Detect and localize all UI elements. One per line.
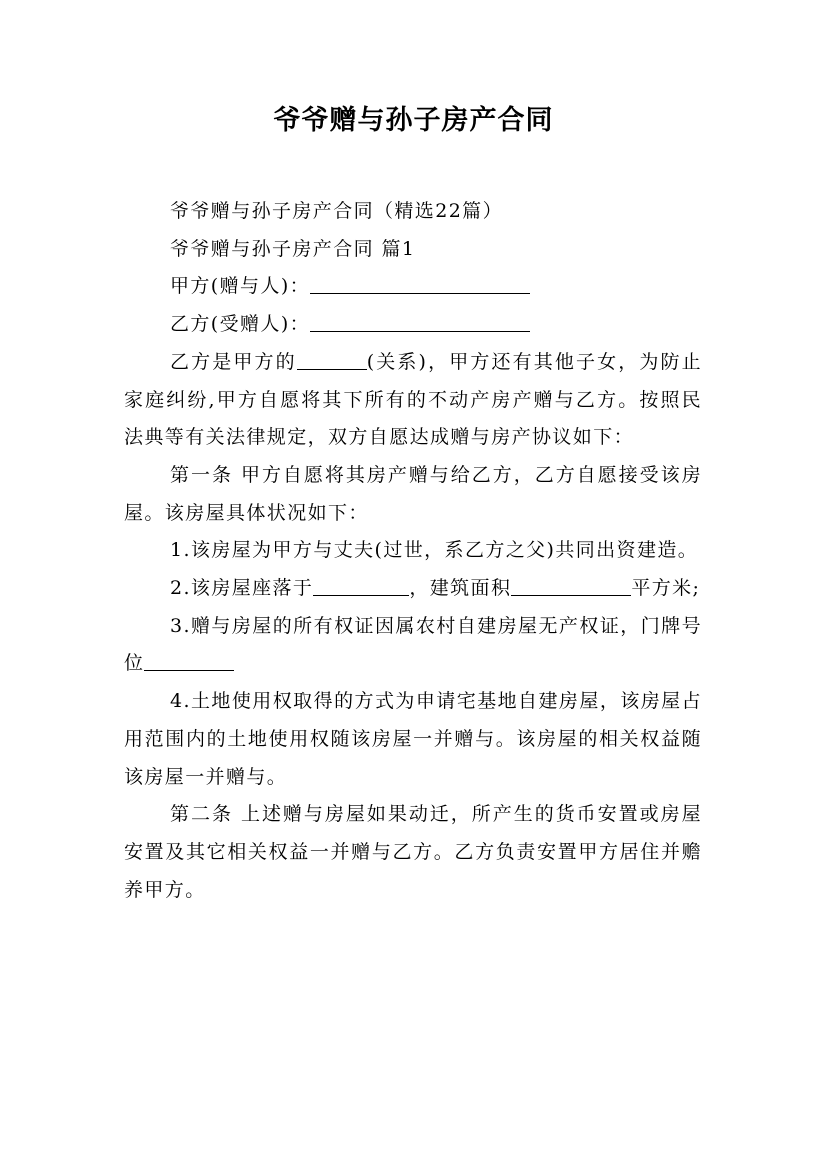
clause-2 [124, 570, 702, 608]
clause-3 [124, 608, 702, 683]
intro-text-start: 乙方是甲方的 [170, 350, 297, 373]
intro-text-end: (关系)，甲方还有其他子女，为防止家庭纠纷,甲方自愿将其下所有的不动产房产赠与乙方。按照民法典等有关法律规定，双方自愿达成赠与房产协议如下： [124, 350, 702, 449]
clause-1: 1.该房屋为甲方与丈夫(过世，系乙方之父)共同出资建造。 [170, 539, 699, 562]
article-2: 第二条 上述赠与房屋如果动迁，所产生的货币安置或房屋安置及其它相关权益一并赠与乙方。乙方负责安置甲方居住并赡养甲方。 [124, 803, 702, 901]
party-a-blank [310, 271, 530, 294]
clause-2-text-b: ，建筑面积 [409, 577, 512, 600]
clause-2-text-c: 平方米; [631, 577, 701, 600]
party-b-line [124, 306, 702, 344]
relation-blank [297, 347, 367, 370]
clause-2-text-a: 2.该房屋座落于 [170, 577, 314, 600]
party-a-line [124, 268, 702, 306]
document-body [124, 193, 702, 909]
document-title: 爷爷赠与孙子房产合同 [273, 105, 554, 136]
clause-3-text: 3.赠与房屋的所有权证因属农村自建房屋无产权证，门牌号位 [124, 614, 702, 675]
clause-4: 4.土地使用权取得的方式为申请宅基地自建房屋，该房屋占用范围内的土地使用权随该房屋一并赠与。该房屋的相关权益随该房屋一并赠与。 [124, 690, 702, 788]
section-heading: 爷爷赠与孙子房产合同 篇1 [170, 237, 416, 260]
intro-paragraph [124, 344, 702, 457]
house-number-blank [144, 648, 234, 671]
document-subtitle: 爷爷赠与孙子房产合同（精选22篇） [170, 200, 503, 222]
party-b-blank [310, 309, 530, 332]
location-blank [313, 573, 409, 596]
party-b-label: 乙方(受赠人)： [170, 313, 311, 336]
article-1: 第一条 甲方自愿将其房产赠与给乙方，乙方自愿接受该房屋。该房屋具体状况如下： [124, 463, 702, 524]
area-blank [511, 573, 631, 596]
party-a-label: 甲方(赠与人)： [170, 275, 311, 298]
